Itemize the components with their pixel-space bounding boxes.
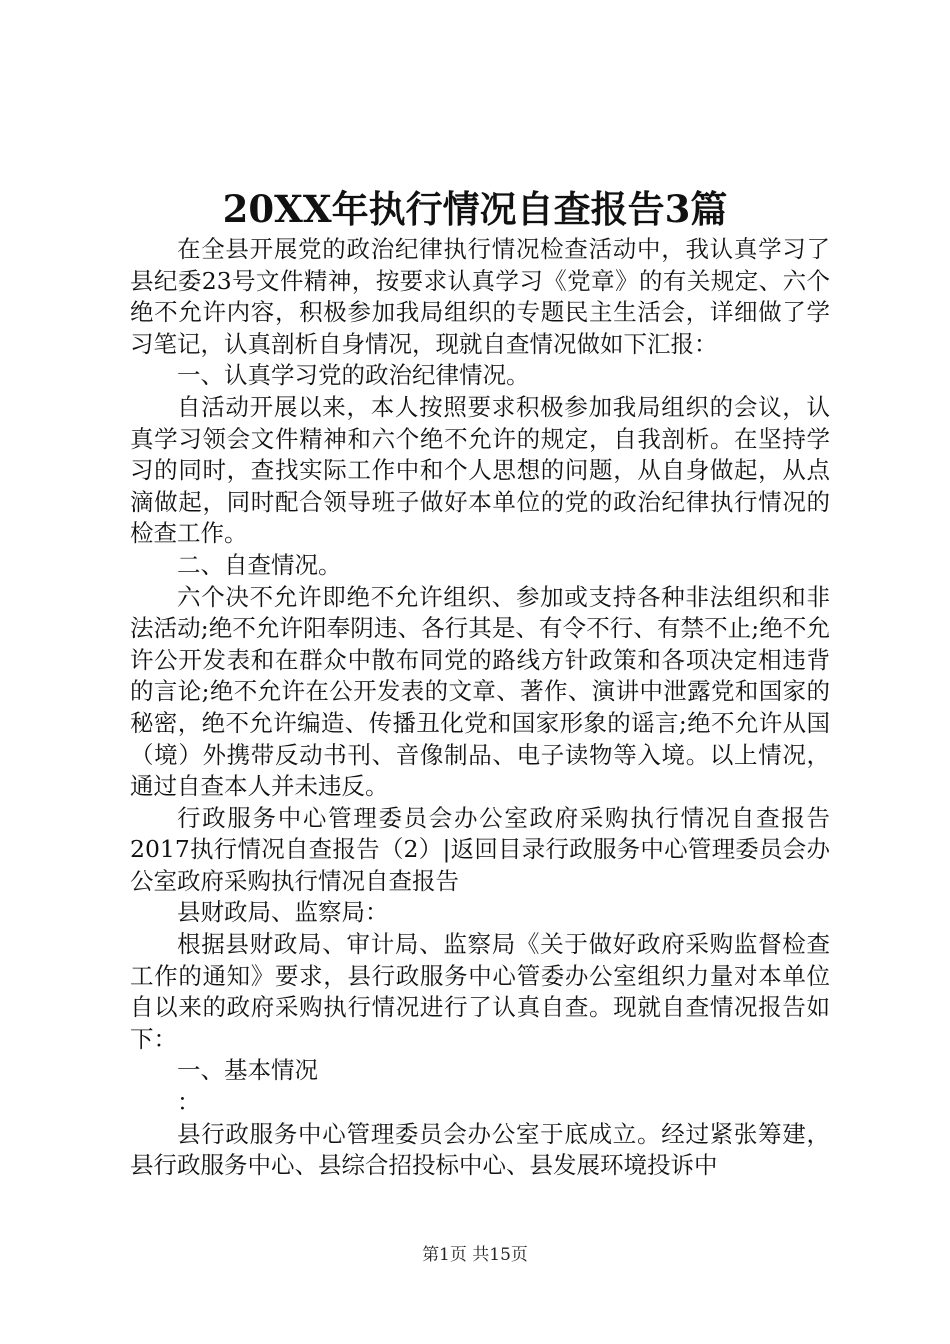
section-heading: 二、自查情况。 xyxy=(177,550,342,579)
paragraph: 县行政服务中心管理委员会办公室于底成立。经过紧张筹建，县行政服务中心、县综合招投标中心、县发展环境投诉中 xyxy=(130,1119,830,1180)
paragraph: 六个决不允许即绝不允许组织、参加或支持各种非法组织和非法活动;绝不允许阳奉阴违、各行其是、有令不行、有禁不止;绝不允许公开发表和在群众中散布同党的路线方针政策和各项决定相违背的言论;绝不允许在公开发表的文章、著作、演讲中泄露党和国家的秘密，绝不允许编造、传播丑化党和国家形象的谣言;绝不允许从国（境）外携带反动书刊、音像制品、电子读物等入境。以上情况，通过自查本人并未违反。 xyxy=(130,582,830,801)
paragraph: 在全县开展党的政治纪律执行情况检查活动中，我认真学习了县纪委23号文件精神，按要求认真学习《党章》的有关规定、六个绝不允许内容，积极参加我局组织的专题民主生活会，详细做了学习笔记，认真剖析自身情况，现就自查情况做如下汇报： xyxy=(130,235,830,358)
document-body xyxy=(130,234,830,1182)
paragraph: 行政服务中心管理委员会办公室政府采购执行情况自查报告2017执行情况自查报告（2）|返回目录行政服务中心管理委员会办公室政府采购执行情况自查报告 xyxy=(130,803,830,895)
colon-line: ： xyxy=(177,1088,201,1117)
page-footer: 第1页 共15页 xyxy=(422,1245,528,1265)
paragraph: 根据县财政局、审计局、监察局《关于做好政府采购监督检查工作的通知》要求，县行政服务中心管委办公室组织力量对本单位自以来的政府采购执行情况进行了认真自查。现就自查情况报告如下： xyxy=(130,930,830,1053)
section-heading: 一、认真学习党的政治纪律情况。 xyxy=(177,361,530,390)
paragraph: 自活动开展以来，本人按照要求积极参加我局组织的会议，认真学习领会文件精神和六个绝不允许的规定，自我剖析。在坚持学习的同时，查找实际工作中和个人思想的问题，从自身做起，从点滴做起，同时配合领导班子做好本单位的党的政治纪律执行情况的检查工作。 xyxy=(130,392,830,548)
section-heading: 一、基本情况 xyxy=(177,1056,318,1085)
document-title: 20XX年执行情况自查报告3篇 xyxy=(222,187,728,231)
salutation: 县财政局、监察局： xyxy=(177,898,389,927)
